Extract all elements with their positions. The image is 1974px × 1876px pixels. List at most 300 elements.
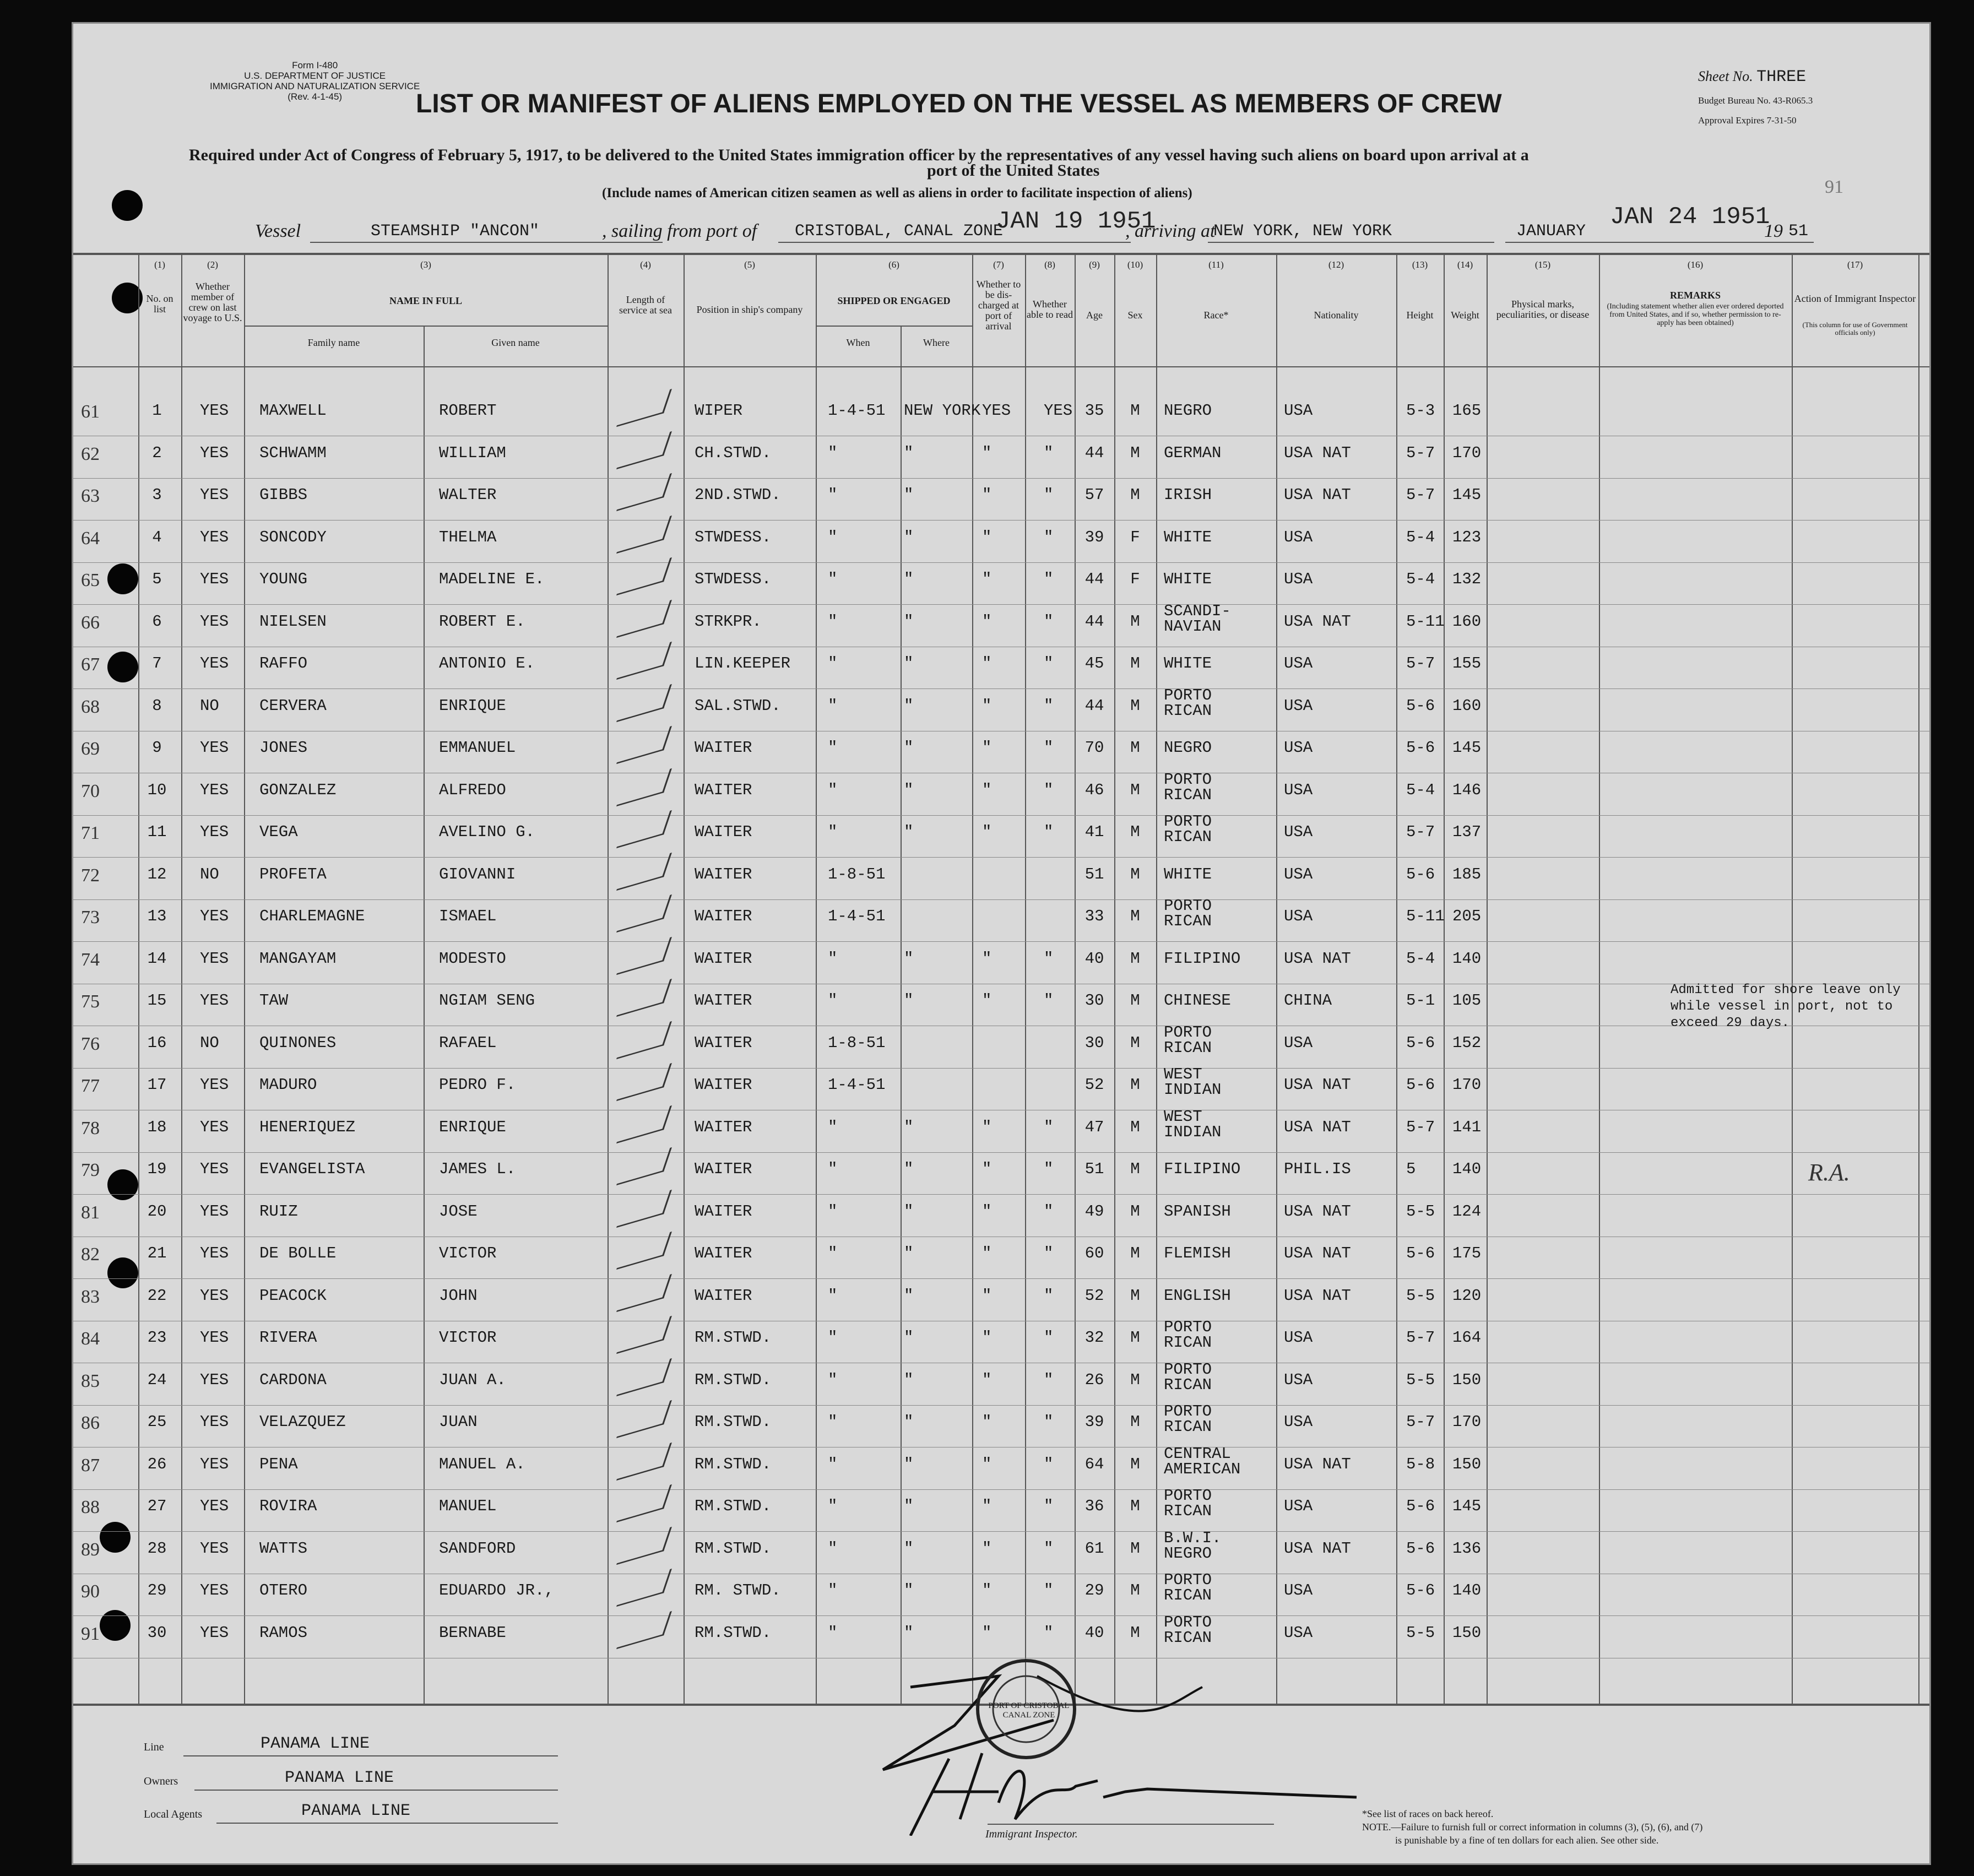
col-num-3: (3) — [420, 259, 431, 270]
line-number: 64 — [81, 528, 100, 549]
nationality: USA — [1284, 1581, 1313, 1600]
race: CENTRAL AMERICAN — [1164, 1444, 1241, 1478]
signature — [817, 1654, 1423, 1836]
height: 5-7 — [1406, 1329, 1435, 1347]
able-to-read: " — [1044, 696, 1054, 715]
shipped-when: " — [828, 1370, 838, 1389]
crew-row — [73, 770, 1929, 818]
col-num-13: (13) — [1412, 259, 1428, 270]
weight: 105 — [1452, 991, 1482, 1010]
date-stamp-departure: JAN 19 1951 — [996, 208, 1156, 235]
col-header-no: No. on list — [146, 293, 173, 315]
last-voyage: YES — [200, 1370, 229, 1389]
race: PORTO RICAN — [1164, 1360, 1212, 1394]
sex: M — [1130, 1455, 1140, 1473]
list-number: 14 — [147, 949, 167, 968]
family-name: OTERO — [259, 1581, 308, 1600]
line-value: PANAMA LINE — [261, 1734, 370, 1753]
able-to-read: " — [1044, 739, 1054, 757]
race: PORTO RICAN — [1164, 770, 1212, 804]
sex: M — [1130, 1118, 1140, 1136]
position: RM.STWD. — [695, 1413, 772, 1431]
list-number: 3 — [152, 486, 162, 504]
crew-row — [73, 440, 1929, 481]
line-number: 71 — [81, 823, 100, 843]
seal-text: PORT OF CRISTOBAL CANAL ZONE — [988, 1701, 1070, 1720]
weight: 175 — [1452, 1244, 1482, 1262]
line-number: 69 — [81, 739, 100, 759]
race: PORTO RICAN — [1164, 1487, 1212, 1520]
last-voyage: YES — [200, 1076, 229, 1094]
shipped-when: " — [828, 443, 838, 462]
line-number: 72 — [81, 865, 100, 886]
crew-row — [73, 1571, 1929, 1619]
height: 5-5 — [1406, 1202, 1435, 1221]
family-name: SONCODY — [259, 528, 327, 546]
position: RM.STWD. — [695, 1623, 772, 1642]
crew-row — [73, 1156, 1929, 1197]
last-voyage: YES — [200, 612, 229, 631]
race: WHITE — [1164, 654, 1212, 673]
subtitle-line-1: Required under Act of Congress of February 5, 1917, to be delivered to the United States immigration officer by the representatives of any vessel having such aliens on board upon arrival at a — [189, 146, 1529, 164]
last-voyage: NO — [200, 865, 219, 883]
service: IMMIGRATION AND NATURALIZATION SERVICE — [210, 81, 420, 91]
nationality: USA — [1284, 1033, 1313, 1052]
shipped-where: " — [904, 739, 914, 757]
nationality: USA NAT — [1284, 949, 1351, 968]
family-name: MADURO — [259, 1076, 317, 1094]
line-number: 79 — [81, 1160, 100, 1180]
last-voyage: YES — [200, 949, 229, 968]
discharged: " — [982, 612, 992, 631]
family-name: ROVIRA — [259, 1497, 317, 1515]
crew-row — [73, 1402, 1929, 1450]
nationality: USA — [1284, 654, 1313, 673]
race: NEGRO — [1164, 402, 1212, 420]
height: 5-8 — [1406, 1455, 1435, 1473]
line-number: 77 — [81, 1076, 100, 1096]
able-to-read: " — [1044, 1581, 1054, 1600]
shipped-where: NEW YORK — [904, 402, 981, 420]
position: WAITER — [695, 1202, 752, 1221]
given-name: VICTOR — [439, 1244, 497, 1262]
inspector-initials: R.A. — [1808, 1159, 1850, 1186]
list-number: 30 — [147, 1623, 167, 1642]
age: 39 — [1084, 1413, 1104, 1431]
nationality: USA NAT — [1284, 612, 1351, 631]
shipped-when: " — [828, 696, 838, 715]
line-number: 81 — [81, 1202, 100, 1223]
position: WAITER — [695, 780, 752, 799]
family-name: RAMOS — [259, 1623, 308, 1642]
height: 5-7 — [1406, 486, 1435, 504]
col-num-6: (6) — [888, 259, 899, 270]
discharged: " — [982, 570, 992, 588]
sex: M — [1130, 1076, 1140, 1094]
family-name: MANGAYAM — [259, 949, 337, 968]
discharged: " — [982, 780, 992, 799]
weight: 137 — [1452, 823, 1482, 841]
able-to-read: " — [1044, 1202, 1054, 1221]
age: 51 — [1084, 865, 1104, 883]
last-voyage: YES — [200, 1286, 229, 1305]
height: 5-6 — [1406, 1033, 1435, 1052]
given-name: MADELINE E. — [439, 570, 545, 588]
given-name: ENRIQUE — [439, 1118, 506, 1136]
col-num-4: (4) — [640, 259, 651, 270]
height: 5-6 — [1406, 1497, 1435, 1515]
race: PORTO RICAN — [1164, 1571, 1212, 1604]
shipped-where: " — [904, 1581, 914, 1600]
arriving-label: , arriving at — [1125, 221, 1216, 241]
height: 5-7 — [1406, 654, 1435, 673]
crew-row — [73, 601, 1929, 650]
line-number: 84 — [81, 1329, 100, 1349]
note-penalty-2: is punishable by a fine of ten dollars for each alien. See other side. — [1395, 1835, 1659, 1846]
last-voyage: YES — [200, 823, 229, 841]
last-voyage: YES — [200, 1160, 229, 1178]
position: RM.STWD. — [695, 1497, 772, 1515]
last-voyage: YES — [200, 1413, 229, 1431]
age: 33 — [1084, 907, 1104, 925]
able-to-read: " — [1044, 991, 1054, 1010]
service-check-mark — [616, 389, 672, 427]
last-voyage: YES — [200, 654, 229, 673]
shipped-when: " — [828, 1118, 838, 1136]
line-number: 63 — [81, 486, 100, 506]
sex: M — [1130, 402, 1140, 420]
weight: 132 — [1452, 570, 1482, 588]
last-voyage: YES — [200, 1118, 229, 1136]
crew-row — [73, 861, 1929, 903]
discharged: " — [982, 696, 992, 715]
last-voyage: YES — [200, 739, 229, 757]
race: PORTO RICAN — [1164, 897, 1212, 930]
discharged: " — [982, 1623, 992, 1642]
crew-row — [73, 897, 1929, 945]
page-title: LIST OR MANIFEST OF ALIENS EMPLOYED ON THE VESSEL AS MEMBERS OF CREW — [416, 89, 1502, 118]
family-name: RIVERA — [259, 1329, 317, 1347]
shipped-where: " — [904, 1370, 914, 1389]
crew-row — [73, 481, 1929, 523]
race: PORTO RICAN — [1164, 686, 1212, 720]
age: 47 — [1084, 1118, 1104, 1136]
family-name: VELAZQUEZ — [259, 1413, 346, 1431]
race: SPANISH — [1164, 1202, 1231, 1221]
shipped-when: " — [828, 528, 838, 546]
nationality: USA — [1284, 739, 1313, 757]
col-header-action-note: (This column for use of Government officials only) — [1802, 321, 1908, 337]
sex: M — [1130, 1370, 1140, 1389]
shipped-when: " — [828, 739, 838, 757]
sex: F — [1130, 570, 1140, 588]
col-num-15: (15) — [1534, 259, 1551, 270]
age: 44 — [1084, 570, 1104, 588]
nationality: USA NAT — [1284, 1076, 1351, 1094]
col-header-sex: Sex — [1127, 310, 1143, 321]
line-number: 89 — [81, 1539, 100, 1560]
discharged: " — [982, 443, 992, 462]
crew-row — [73, 734, 1929, 776]
given-name: MODESTO — [439, 949, 506, 968]
line-number: 82 — [81, 1244, 100, 1265]
sex: M — [1130, 443, 1140, 462]
family-name: YOUNG — [259, 570, 308, 588]
age: 29 — [1084, 1581, 1104, 1600]
race: SCANDI- NAVIAN — [1164, 601, 1231, 636]
to-port: NEW YORK, NEW YORK — [1213, 222, 1392, 241]
list-number: 12 — [147, 865, 167, 883]
col-num-5: (5) — [744, 259, 755, 270]
sex: M — [1130, 1329, 1140, 1347]
col-header-given-name: Given name — [491, 337, 540, 348]
able-to-read: " — [1044, 1370, 1054, 1389]
last-voyage: YES — [200, 443, 229, 462]
list-number: 5 — [152, 570, 162, 588]
form-number: Form I-480 — [292, 60, 338, 71]
height: 5-5 — [1406, 1370, 1435, 1389]
discharged: " — [982, 1455, 992, 1473]
list-number: 27 — [147, 1497, 167, 1515]
line-number: 90 — [81, 1581, 100, 1602]
discharged: YES — [982, 402, 1011, 420]
age: 52 — [1084, 1076, 1104, 1094]
weight: 140 — [1452, 949, 1482, 968]
col-header-physical: Physical marks, peculiarities, or disease — [1496, 299, 1590, 320]
given-name: SANDFORD — [439, 1539, 516, 1558]
race: B.W.I. NEGRO — [1164, 1528, 1222, 1563]
list-number: 26 — [147, 1455, 167, 1473]
position: WAITER — [695, 1244, 752, 1262]
position: 2ND.STWD. — [695, 486, 781, 504]
shipped-where: " — [904, 1329, 914, 1347]
col-header-height: Height — [1406, 310, 1434, 321]
height: 5-5 — [1406, 1623, 1435, 1642]
shipped-where: " — [904, 1539, 914, 1558]
sex: M — [1130, 1623, 1140, 1642]
race: PORTO RICAN — [1164, 812, 1212, 846]
crew-row — [73, 1282, 1929, 1324]
family-name: JONES — [259, 739, 308, 757]
given-name: EDUARDO JR., — [439, 1581, 554, 1600]
weight: 141 — [1452, 1118, 1482, 1136]
family-name: CHARLEMAGNE — [259, 907, 365, 925]
height: 5-11 — [1406, 612, 1445, 631]
discharged: " — [982, 1202, 992, 1221]
list-number: 23 — [147, 1329, 167, 1347]
age: 39 — [1084, 528, 1104, 546]
position: WIPER — [695, 402, 743, 420]
col-header-service: Length of service at sea — [619, 294, 672, 316]
height: 5-11 — [1406, 907, 1445, 925]
crew-row — [73, 1023, 1929, 1071]
race: FILIPINO — [1164, 949, 1241, 968]
crew-row — [73, 1487, 1929, 1535]
family-name: PROFETA — [259, 865, 327, 883]
list-number: 21 — [147, 1244, 167, 1262]
col-header-family-name: Family name — [307, 337, 360, 348]
sheet-number: THREE — [1756, 68, 1807, 86]
position: RM.STWD. — [695, 1370, 772, 1389]
race: GERMAN — [1164, 443, 1222, 462]
col-header-where: Where — [923, 337, 950, 348]
crew-row — [73, 1107, 1929, 1156]
sex: M — [1130, 1497, 1140, 1515]
able-to-read: " — [1044, 1497, 1054, 1515]
discharged: " — [982, 1118, 992, 1136]
nationality: USA — [1284, 1623, 1313, 1642]
discharged: " — [982, 1581, 992, 1600]
sex: M — [1130, 865, 1140, 883]
age: 52 — [1084, 1286, 1104, 1305]
given-name: NGIAM SENG — [439, 991, 535, 1010]
nationality: USA NAT — [1284, 1539, 1351, 1558]
last-voyage: YES — [200, 907, 229, 925]
sex: M — [1130, 739, 1140, 757]
last-voyage: YES — [200, 402, 229, 420]
agents-value: PANAMA LINE — [301, 1802, 411, 1820]
position: LIN.KEEPER — [695, 654, 791, 673]
shipped-where: " — [904, 1413, 914, 1431]
position: RM.STWD. — [695, 1539, 772, 1558]
note-races: *See list of races on back hereof. — [1362, 1808, 1494, 1819]
last-voyage: YES — [200, 1329, 229, 1347]
shipped-when: " — [828, 823, 838, 841]
line-number: 65 — [81, 570, 100, 590]
shipped-when: " — [828, 1244, 838, 1262]
able-to-read: " — [1044, 1118, 1054, 1136]
family-name: TAW — [259, 991, 289, 1010]
list-number: 13 — [147, 907, 167, 925]
line-number: 83 — [81, 1286, 100, 1307]
shipped-when: " — [828, 486, 838, 504]
shipped-where: " — [904, 1455, 914, 1473]
weight: 136 — [1452, 1539, 1482, 1558]
line-number: 68 — [81, 696, 100, 717]
shipped-when: 1-4-51 — [828, 907, 886, 925]
line-number: 78 — [81, 1118, 100, 1138]
sex: M — [1130, 907, 1140, 925]
crew-row — [73, 1528, 1929, 1577]
height: 5-7 — [1406, 443, 1435, 462]
discharged: " — [982, 823, 992, 841]
age: 70 — [1084, 739, 1104, 757]
list-number: 25 — [147, 1413, 167, 1431]
col-header-when: When — [846, 337, 870, 348]
given-name: WALTER — [439, 486, 497, 504]
nationality: USA — [1284, 696, 1313, 715]
weight: 123 — [1452, 528, 1482, 546]
list-number: 4 — [152, 528, 162, 546]
race: WHITE — [1164, 865, 1212, 883]
nationality: USA NAT — [1284, 1244, 1351, 1262]
discharged: " — [982, 1329, 992, 1347]
last-voyage: YES — [200, 486, 229, 504]
age: 57 — [1084, 486, 1104, 504]
nationality: USA — [1284, 865, 1313, 883]
family-name: WATTS — [259, 1539, 308, 1558]
family-name: NIELSEN — [259, 612, 327, 631]
year-suffix: 51 — [1788, 222, 1809, 241]
age: 51 — [1084, 1160, 1104, 1178]
discharged: " — [982, 1539, 992, 1558]
list-number: 10 — [147, 780, 167, 799]
crew-row — [73, 1065, 1929, 1113]
sex: M — [1130, 1160, 1140, 1178]
weight: 170 — [1452, 1413, 1482, 1431]
age: 64 — [1084, 1455, 1104, 1473]
col-num-7: (7) — [993, 259, 1004, 270]
nationality: USA NAT — [1284, 1202, 1351, 1221]
shipped-when: " — [828, 1581, 838, 1600]
age: 61 — [1084, 1539, 1104, 1558]
family-name: RAFFO — [259, 654, 308, 673]
discharged: " — [982, 1244, 992, 1262]
shipped-when: " — [828, 991, 838, 1010]
height: 5-7 — [1406, 823, 1435, 841]
crew-row — [73, 1240, 1929, 1282]
list-number: 7 — [152, 654, 162, 673]
nationality: USA — [1284, 528, 1313, 546]
nationality: USA — [1284, 1329, 1313, 1347]
from-port: CRISTOBAL, CANAL ZONE — [795, 222, 1004, 241]
family-name: PENA — [259, 1455, 298, 1473]
given-name: JAMES L. — [439, 1160, 516, 1178]
able-to-read: YES — [1044, 402, 1073, 420]
given-name: MANUEL A. — [439, 1455, 525, 1473]
height: 5 — [1406, 1160, 1416, 1178]
height: 5-4 — [1406, 570, 1435, 588]
given-name: GIOVANNI — [439, 865, 516, 883]
shipped-when: " — [828, 612, 838, 631]
shipped-where: " — [904, 1286, 914, 1305]
sex: M — [1130, 1581, 1140, 1600]
sex: M — [1130, 991, 1140, 1010]
age: 32 — [1084, 1329, 1104, 1347]
discharged: " — [982, 486, 992, 504]
nationality: PHIL.IS — [1284, 1160, 1351, 1178]
given-name: JOSE — [439, 1202, 478, 1221]
family-name: MAXWELL — [259, 402, 327, 420]
able-to-read: " — [1044, 1329, 1054, 1347]
age: 46 — [1084, 780, 1104, 799]
weight: 152 — [1452, 1033, 1482, 1052]
able-to-read: " — [1044, 1539, 1054, 1558]
col-header-weight: Weight — [1451, 310, 1479, 321]
department: U.S. DEPARTMENT OF JUSTICE — [244, 71, 386, 81]
given-name: WILLIAM — [439, 443, 506, 462]
position: WAITER — [695, 907, 752, 925]
line-number: 74 — [81, 949, 100, 970]
shore-leave-remark: Admitted for shore leave only while vessel in port, not to exceed 29 days. — [1671, 983, 1901, 1031]
family-name: CERVERA — [259, 696, 327, 715]
position: CH.STWD. — [695, 443, 772, 462]
sex: M — [1130, 949, 1140, 968]
shipped-when: " — [828, 1329, 838, 1347]
position: RM. STWD. — [695, 1581, 781, 1600]
shipped-where: " — [904, 780, 914, 799]
age: 30 — [1084, 1033, 1104, 1052]
nationality: USA — [1284, 1370, 1313, 1389]
shipped-where: " — [904, 443, 914, 462]
weight: 145 — [1452, 1497, 1482, 1515]
shipped-where: " — [904, 612, 914, 631]
able-to-read: " — [1044, 1160, 1054, 1178]
shipped-where: " — [904, 1160, 914, 1178]
age: 26 — [1084, 1370, 1104, 1389]
shipped-when: " — [828, 780, 838, 799]
race: FLEMISH — [1164, 1244, 1231, 1262]
